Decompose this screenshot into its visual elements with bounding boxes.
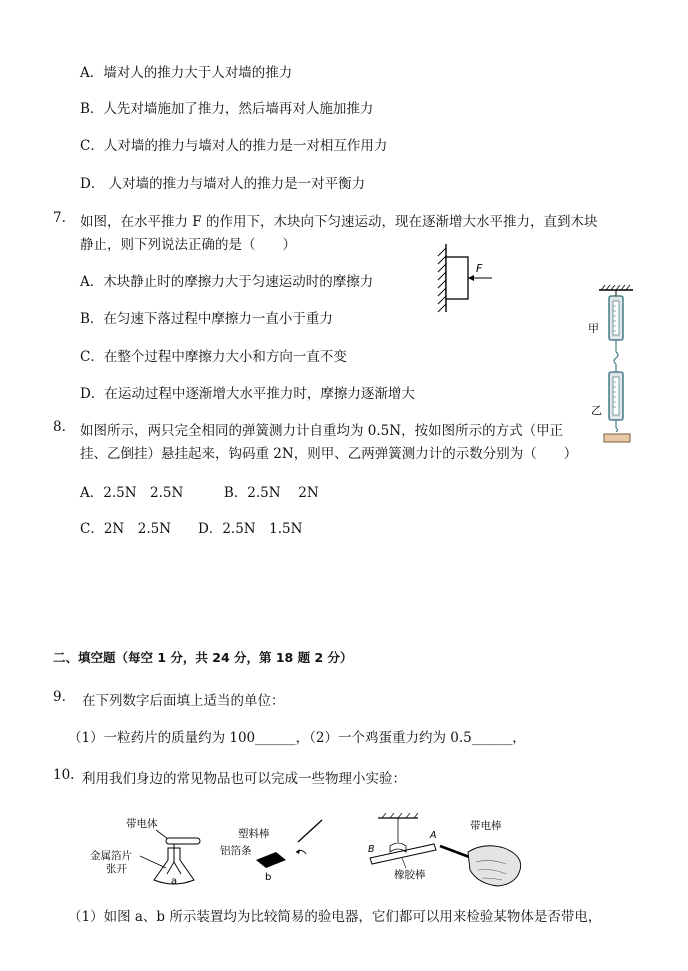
q10-number: 10. bbox=[53, 767, 75, 783]
q8-stem-line2: 挂、乙倒挂）悬挂起来，钩码重 2N，则甲、乙两弹簧测力计的示数分别为（ ） bbox=[80, 446, 578, 462]
q10-label-plastic-rod: 塑料棒 bbox=[238, 828, 270, 840]
section2-heading: 二、填空题（每空 1 分，共 24 分，第 18 题 2 分） bbox=[53, 650, 353, 665]
q9-number: 9. bbox=[53, 689, 66, 705]
q6-option-a: A．墙对人的推力大于人对墙的推力 bbox=[80, 65, 293, 81]
q9-fill-line: （1）一粒药片的质量约为 100______，（2）一个鸡蛋重力约为 0.5______， bbox=[68, 730, 526, 746]
q10-label-A: A bbox=[430, 830, 437, 841]
q7-stem-line1: 如图，在水平推力 F 的作用下，木块向下匀速运动，现在逐渐增大水平推力，直到木块 bbox=[80, 214, 598, 230]
q10-label-rubber-rod: 橡胶棒 bbox=[394, 869, 426, 881]
q8-number: 8. bbox=[53, 419, 66, 435]
q8-options-row1: A．2.5N 2.5N B．2.5N 2N bbox=[80, 485, 319, 501]
q7-option-a: A．木块静止时的摩擦力大于匀速运动时的摩擦力 bbox=[80, 274, 374, 290]
q7-wall-block-figure bbox=[432, 238, 502, 318]
q10-label-B: B bbox=[368, 844, 375, 855]
q10-label-open: 张开 bbox=[106, 863, 127, 875]
q6-option-d: D． 人对墙的推力与墙对人的推力是一对平衡力 bbox=[80, 176, 366, 192]
q10-label-charged-rod: 带电棒 bbox=[470, 820, 502, 832]
q8-spring-scales-figure bbox=[585, 282, 645, 452]
q6-option-c: C．人对墙的推力与墙对人的推力是一对相互作用力 bbox=[80, 138, 388, 154]
q7-option-c: C．在整个过程中摩擦力大小和方向一直不变 bbox=[80, 349, 347, 365]
q10-label-charged-body: 带电体 bbox=[126, 818, 158, 830]
q10-electroscope-figure bbox=[88, 812, 528, 894]
q7-option-b: B．在匀速下落过程中摩擦力一直小于重力 bbox=[80, 311, 333, 327]
q7-force-label: F bbox=[476, 262, 483, 275]
q9-stem: 在下列数字后面填上适当的单位： bbox=[82, 693, 285, 709]
q7-option-d: D．在运动过程中逐渐增大水平推力时，摩擦力逐渐增大 bbox=[80, 386, 415, 402]
q10-label-b: b bbox=[265, 872, 272, 883]
q10-part1: （1）如图 a、b 所示装置均为比较简易的验电器，它们都可以用来检验某物体是否带电， bbox=[68, 909, 602, 925]
q7-number: 7. bbox=[53, 210, 66, 226]
q10-stem: 利用我们身边的常见物品也可以完成一些物理小实验： bbox=[82, 771, 406, 787]
q10-label-metal-foil: 金属箔片 bbox=[90, 850, 132, 862]
q8-stem-line1: 如图所示，两只完全相同的弹簧测力计自重均为 0.5N，按如图所示的方式（甲正 bbox=[80, 423, 564, 439]
q8-label-yi: 乙 bbox=[591, 404, 602, 417]
q10-label-aluminum-strip: 铝箔条 bbox=[220, 845, 252, 857]
q6-option-b: B．人先对墙施加了推力，然后墙再对人施加推力 bbox=[80, 101, 374, 117]
q8-label-jia: 甲 bbox=[588, 322, 599, 335]
q10-label-a: a bbox=[171, 876, 178, 887]
q7-stem-line2: 静止，则下列说法正确的是（ ） bbox=[80, 237, 296, 253]
q8-options-row2: C．2N 2.5N D．2.5N 1.5N bbox=[80, 521, 303, 537]
